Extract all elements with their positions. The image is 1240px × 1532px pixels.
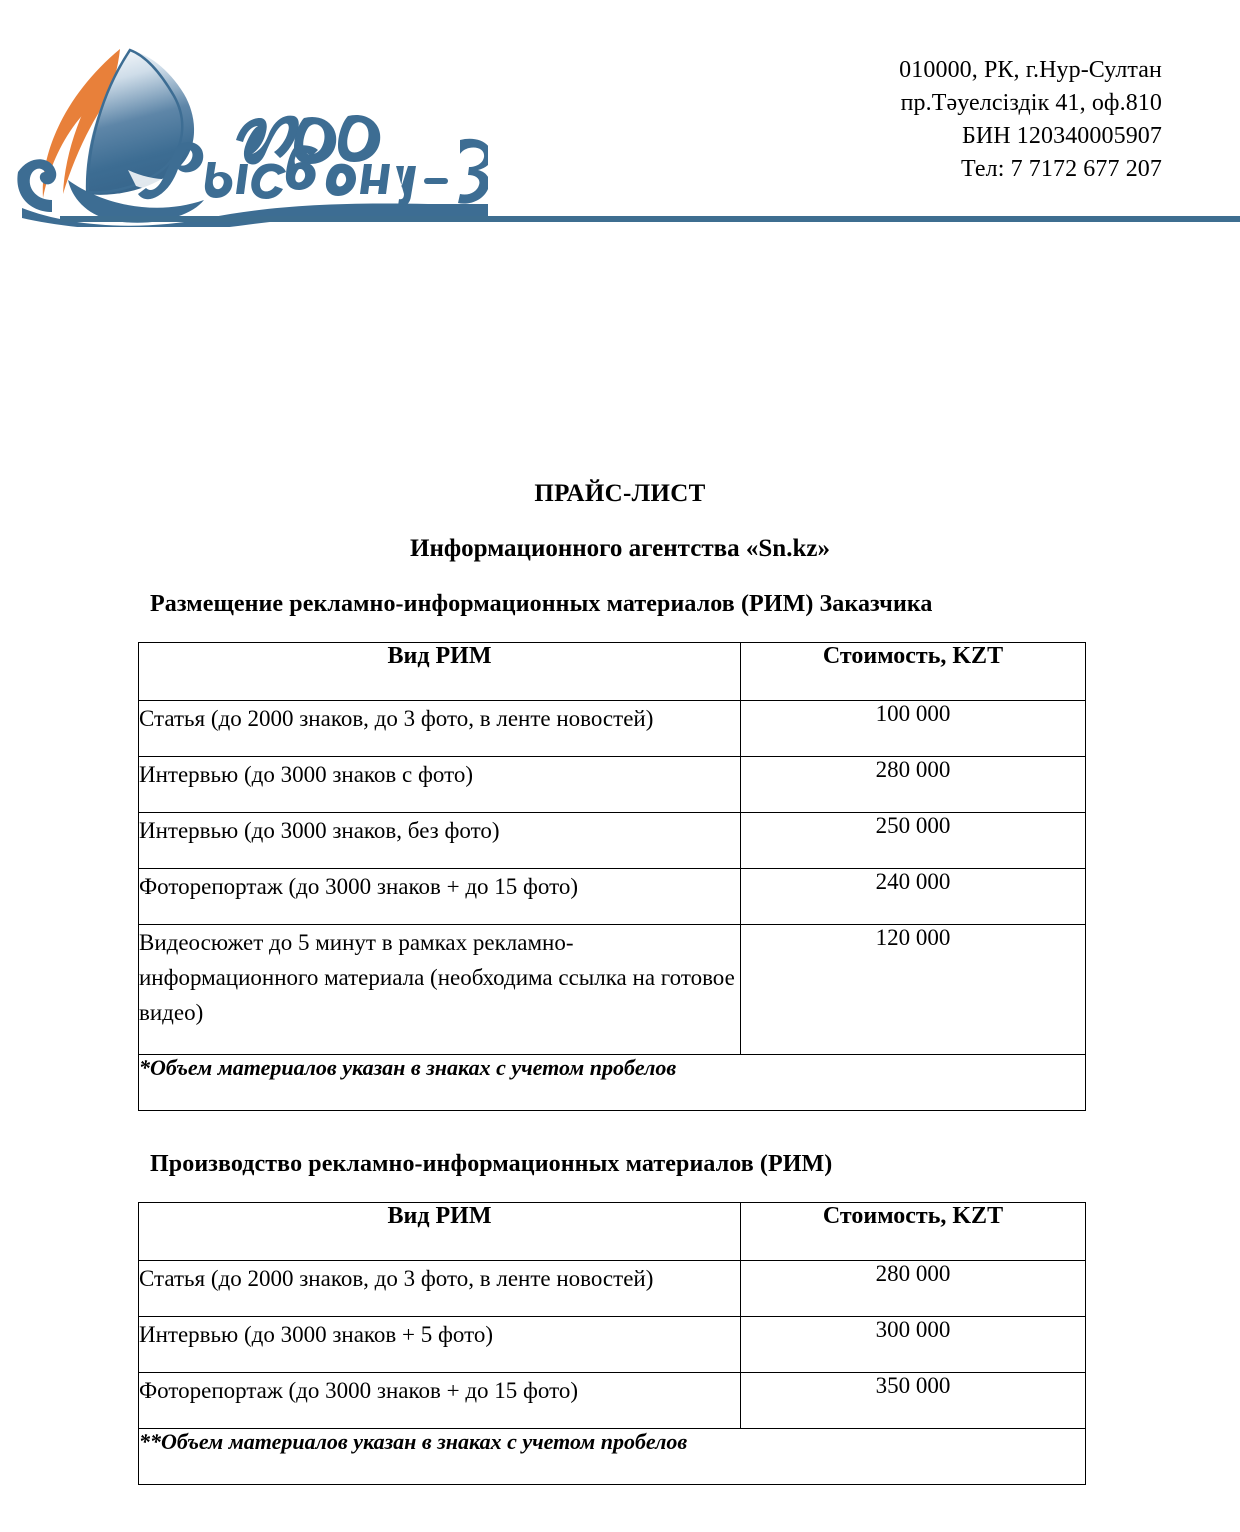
table-note: *Объем материалов указан в знаках с учетом пробелов xyxy=(139,1055,1086,1111)
cell-kind: Интервью (до 3000 знаков, без фото) xyxy=(139,813,741,869)
cell-price: 100 000 xyxy=(741,701,1086,757)
cell-price: 250 000 xyxy=(741,813,1086,869)
cell-kind: Статья (до 2000 знаков, до 3 фото, в ленте новостей) xyxy=(139,701,741,757)
table-row xyxy=(139,701,1086,757)
table-row xyxy=(139,1373,1086,1429)
contact-info xyxy=(899,54,1162,186)
cell-kind: Статья (до 2000 знаков, до 3 фото, в ленте новостей) xyxy=(139,1261,741,1317)
table-note: **Объем материалов указан в знаках с учетом пробелов xyxy=(139,1429,1086,1485)
cell-price: 350 000 xyxy=(741,1373,1086,1429)
section-heading-placement: Размещение рекламно-информационных материалов (РИМ) Заказчика xyxy=(150,591,933,617)
logo-name-text xyxy=(138,139,488,207)
table-row xyxy=(139,925,1086,1055)
cell-price: 120 000 xyxy=(741,925,1086,1055)
column-header-kind: Вид РИМ xyxy=(139,1203,741,1261)
contact-line-address-city: 010000, РК, г.Нур-Султан xyxy=(899,57,1162,83)
page-subtitle: Информационного агентства «Sn.kz» xyxy=(410,535,830,562)
section-heading-production: Производство рекламно-информационных материалов (РИМ) xyxy=(150,1151,833,1177)
header-divider-rule xyxy=(60,216,1240,222)
cell-price: 240 000 xyxy=(741,869,1086,925)
sailboat-logo-icon xyxy=(8,22,488,227)
table-note-row xyxy=(139,1429,1086,1485)
contact-line-bin: БИН 120340005907 xyxy=(961,123,1162,149)
letterhead xyxy=(0,0,1240,232)
page-title: ПРАЙС-ЛИСТ xyxy=(534,480,706,507)
table-row xyxy=(139,1317,1086,1373)
table-header-row xyxy=(139,643,1086,701)
cell-kind: Интервью (до 3000 знаков с фото) xyxy=(139,757,741,813)
table-note-row xyxy=(139,1055,1086,1111)
contact-line-phone: Тел: 7 7172 677 207 xyxy=(961,156,1162,182)
contact-line-street: пр.Тәуелсіздік 41, оф.810 xyxy=(900,90,1162,116)
price-table-production xyxy=(138,1202,1086,1485)
table-row xyxy=(139,813,1086,869)
cell-kind: Фоторепортаж (до 3000 знаков + до 15 фото) xyxy=(139,869,741,925)
column-header-kind: Вид РИМ xyxy=(139,643,741,701)
table-row xyxy=(139,869,1086,925)
cell-price: 300 000 xyxy=(741,1317,1086,1373)
cell-kind: Фоторепортаж (до 3000 знаков + до 15 фото) xyxy=(139,1373,741,1429)
company-logo xyxy=(8,22,488,227)
table-header-row xyxy=(139,1203,1086,1261)
column-header-price: Стоимость, KZT xyxy=(741,1203,1086,1261)
table-row xyxy=(139,757,1086,813)
cell-price: 280 000 xyxy=(741,757,1086,813)
price-table-placement xyxy=(138,642,1086,1111)
cell-kind: Видеосюжет до 5 минут в рамках рекламно-информационного материала (необходима ссылка на готовое видео) xyxy=(139,925,741,1055)
table-row xyxy=(139,1261,1086,1317)
cell-price: 280 000 xyxy=(741,1261,1086,1317)
cell-kind: Интервью (до 3000 знаков + 5 фото) xyxy=(139,1317,741,1373)
column-header-price: Стоимость, KZT xyxy=(741,643,1086,701)
logo-too-text xyxy=(236,115,380,165)
